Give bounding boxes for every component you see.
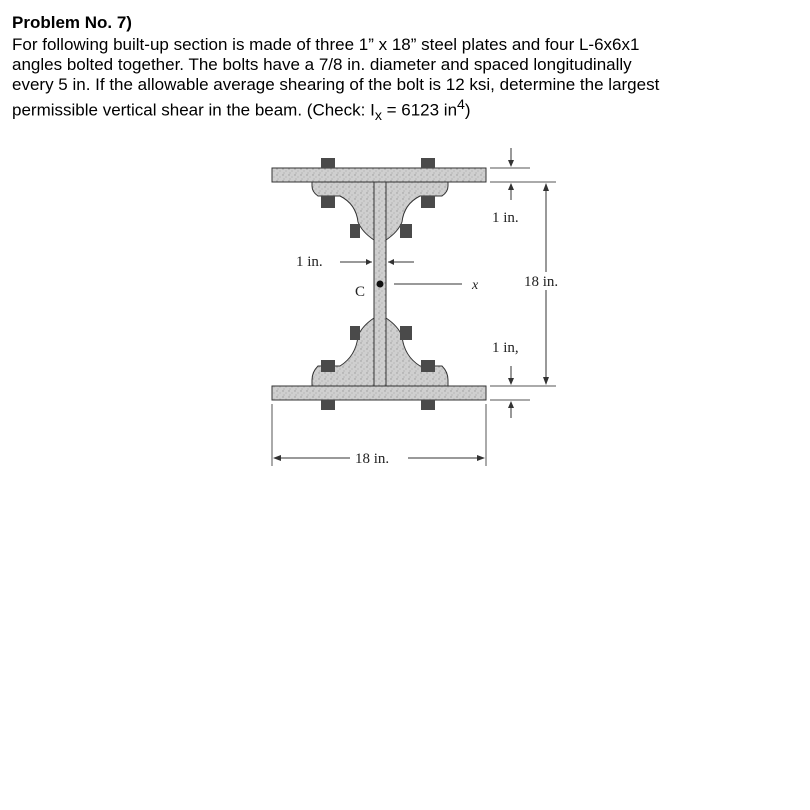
arrowhead bbox=[543, 183, 549, 191]
arrowhead bbox=[366, 259, 372, 265]
angle-bottom-right bbox=[386, 318, 448, 386]
bottom-flange-thickness-label: 1 in, bbox=[492, 340, 519, 356]
arrowhead bbox=[508, 183, 514, 190]
problem-line-1: For following built-up section is made of three 1” x 18” steel plates and four L-6x6x1 bbox=[12, 35, 640, 54]
bolt-nut bbox=[400, 326, 412, 340]
bottom-flange-plate bbox=[272, 386, 486, 400]
arrowhead bbox=[388, 259, 394, 265]
arrowhead bbox=[543, 377, 549, 385]
problem-heading: Problem No. 7) bbox=[12, 13, 132, 32]
top-flange-plate bbox=[272, 168, 486, 182]
bolt-head bbox=[321, 158, 335, 168]
centroid-dot bbox=[377, 281, 384, 288]
bolt-nut bbox=[421, 360, 435, 372]
bolt-nut bbox=[421, 196, 435, 208]
depth-label: 18 in. bbox=[524, 274, 559, 290]
arrowhead bbox=[508, 378, 514, 385]
arrowhead bbox=[508, 401, 514, 408]
check-text: permissible vertical shear in the beam. (Check: I bbox=[12, 100, 375, 120]
bolt-head bbox=[421, 400, 435, 410]
arrowhead bbox=[477, 455, 485, 461]
arrowhead bbox=[508, 160, 514, 167]
width-label: 18 in. bbox=[355, 451, 390, 467]
check-value: = 6123 in bbox=[381, 100, 458, 120]
bolt-nut bbox=[321, 196, 335, 208]
arrowhead bbox=[273, 455, 281, 461]
problem-line-3: every 5 in. If the allowable average shearing of the bolt is 12 ksi, determine the largest bbox=[12, 75, 660, 94]
bolt-nut bbox=[400, 224, 412, 238]
bolt-head bbox=[421, 158, 435, 168]
angle-bottom-left bbox=[312, 318, 374, 386]
bolt-nut bbox=[321, 360, 335, 372]
check-superscript: 4 bbox=[457, 97, 465, 113]
bolt-head bbox=[321, 400, 335, 410]
angle-top-right bbox=[386, 182, 448, 240]
check-close: ) bbox=[464, 100, 471, 120]
problem-line-2: angles bolted together. The bolts have a 7/8 in. diameter and spaced longitudinally bbox=[12, 55, 632, 74]
check-subscript: x bbox=[374, 108, 382, 125]
web-thickness-label: 1 in. bbox=[296, 254, 323, 270]
axis-label: x bbox=[472, 278, 479, 293]
centroid-label: C bbox=[355, 284, 366, 300]
angle-top-left bbox=[312, 182, 374, 240]
top-flange-thickness-label: 1 in. bbox=[492, 210, 519, 226]
bolt-head bbox=[350, 326, 360, 340]
bolt-head bbox=[350, 224, 360, 238]
